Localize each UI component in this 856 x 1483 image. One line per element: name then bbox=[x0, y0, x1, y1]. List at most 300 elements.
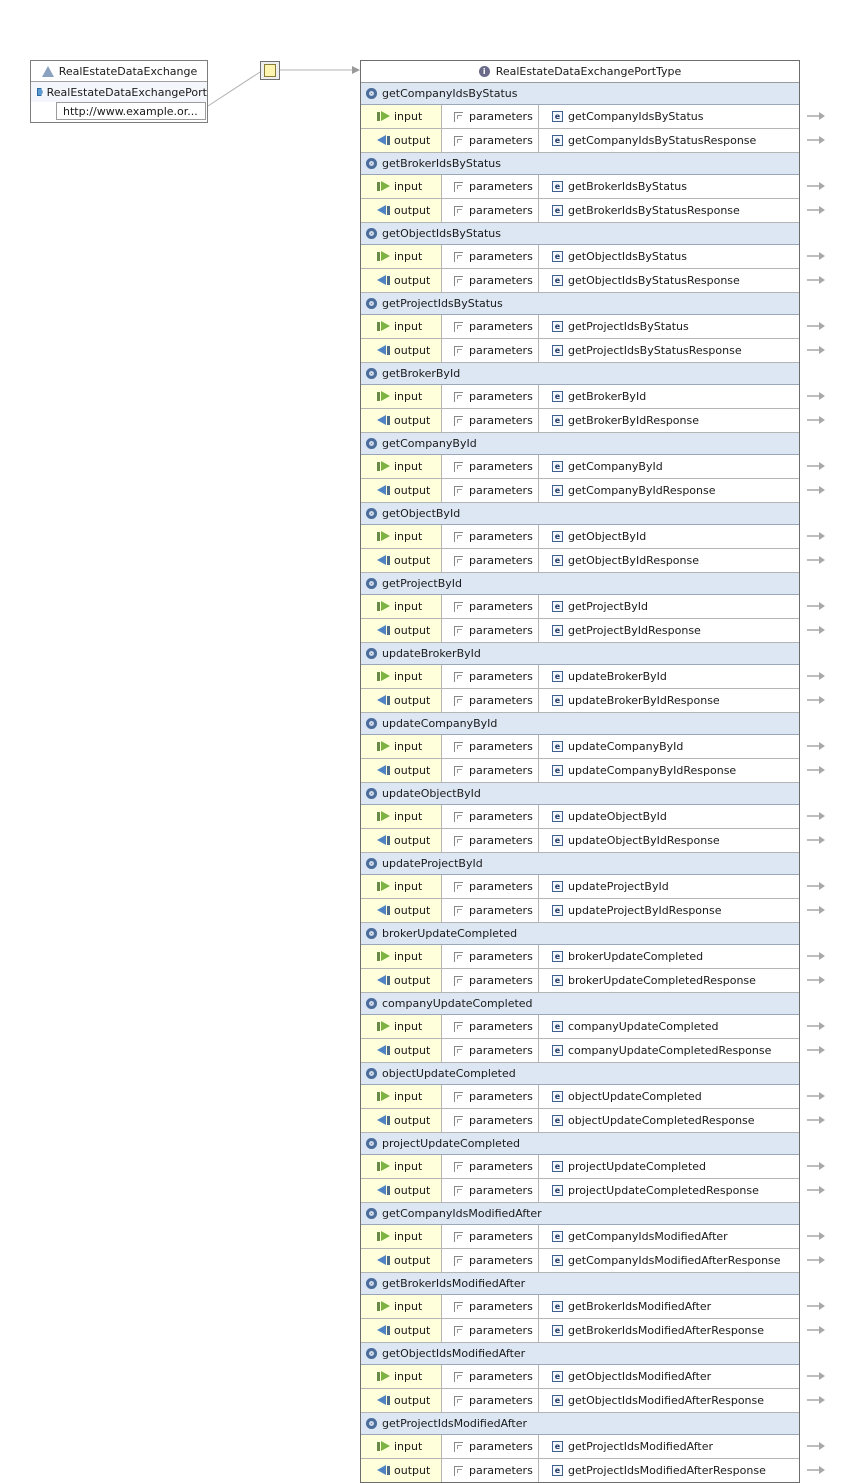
operation-header[interactable] bbox=[361, 783, 799, 805]
output-cell[interactable] bbox=[361, 1179, 442, 1202]
part-label: parameters bbox=[469, 810, 533, 823]
schema-link-arrow-icon[interactable] bbox=[807, 906, 825, 914]
input-cell[interactable] bbox=[361, 1225, 442, 1248]
input-label: input bbox=[394, 110, 423, 123]
element-icon: e bbox=[552, 345, 563, 356]
schema-link-arrow-icon[interactable] bbox=[807, 252, 825, 260]
output-message-row[interactable] bbox=[361, 549, 799, 573]
schema-link-arrow-icon[interactable] bbox=[807, 486, 825, 494]
part-label: parameters bbox=[469, 180, 533, 193]
schema-link-arrow-icon[interactable] bbox=[807, 766, 825, 774]
input-cell[interactable] bbox=[361, 245, 442, 268]
output-label: output bbox=[394, 904, 431, 917]
element-icon: e bbox=[552, 1301, 563, 1312]
part-label: parameters bbox=[469, 484, 533, 497]
element-cell[interactable] bbox=[539, 829, 799, 852]
input-message-row[interactable] bbox=[361, 1155, 799, 1179]
schema-link-arrow-icon[interactable] bbox=[807, 836, 825, 844]
part-cell[interactable] bbox=[442, 199, 539, 222]
output-label: output bbox=[394, 134, 431, 147]
element-cell[interactable] bbox=[539, 969, 799, 992]
part-cell[interactable] bbox=[442, 1039, 539, 1062]
element-icon: e bbox=[552, 625, 563, 636]
output-message-row[interactable] bbox=[361, 829, 799, 853]
part-cell[interactable] bbox=[442, 1435, 539, 1458]
operation-name: getObjectById bbox=[382, 507, 461, 520]
input-cell[interactable] bbox=[361, 105, 442, 128]
schema-link-arrow-icon[interactable] bbox=[807, 276, 825, 284]
part-cell[interactable] bbox=[442, 409, 539, 432]
output-message-row[interactable] bbox=[361, 339, 799, 363]
schema-link-arrow-icon[interactable] bbox=[807, 812, 825, 820]
schema-link-arrow-icon[interactable] bbox=[807, 742, 825, 750]
element-cell[interactable] bbox=[539, 759, 799, 782]
part-cell[interactable] bbox=[442, 339, 539, 362]
output-cell[interactable] bbox=[361, 829, 442, 852]
schema-link-arrow-icon[interactable] bbox=[807, 1232, 825, 1240]
input-cell[interactable] bbox=[361, 1155, 442, 1178]
output-message-row[interactable] bbox=[361, 759, 799, 783]
element-cell[interactable] bbox=[539, 129, 799, 152]
element-cell[interactable] bbox=[539, 1319, 799, 1342]
part-cell[interactable] bbox=[442, 1015, 539, 1038]
output-arrow-icon bbox=[377, 695, 390, 706]
schema-link-arrow-icon[interactable] bbox=[807, 1326, 825, 1334]
input-message-row[interactable] bbox=[361, 805, 799, 829]
part-label: parameters bbox=[469, 764, 533, 777]
element-cell[interactable] bbox=[539, 455, 799, 478]
part-cell[interactable] bbox=[442, 549, 539, 572]
part-cell[interactable] bbox=[442, 1085, 539, 1108]
input-cell[interactable] bbox=[361, 945, 442, 968]
element-cell[interactable] bbox=[539, 1015, 799, 1038]
input-message-row[interactable] bbox=[361, 245, 799, 269]
part-cell[interactable] bbox=[442, 129, 539, 152]
output-cell[interactable] bbox=[361, 549, 442, 572]
operation-header[interactable] bbox=[361, 1343, 799, 1365]
element-cell[interactable] bbox=[539, 735, 799, 758]
element-cell[interactable] bbox=[539, 1295, 799, 1318]
part-icon bbox=[454, 1302, 463, 1312]
schema-link-arrow-icon[interactable] bbox=[807, 976, 825, 984]
input-cell[interactable] bbox=[361, 455, 442, 478]
part-icon bbox=[454, 1372, 463, 1382]
element-icon: e bbox=[552, 695, 563, 706]
output-cell[interactable] bbox=[361, 269, 442, 292]
input-cell[interactable] bbox=[361, 175, 442, 198]
input-message-row[interactable] bbox=[361, 1435, 799, 1459]
operation-header[interactable] bbox=[361, 83, 799, 105]
element-name: updateBrokerById bbox=[568, 670, 667, 683]
output-label: output bbox=[394, 484, 431, 497]
element-cell[interactable] bbox=[539, 619, 799, 642]
part-cell[interactable] bbox=[442, 1459, 539, 1482]
element-icon: e bbox=[552, 531, 563, 542]
output-message-row[interactable] bbox=[361, 969, 799, 993]
operation-header[interactable] bbox=[361, 223, 799, 245]
element-cell[interactable] bbox=[539, 1155, 799, 1178]
element-name: getProjectById bbox=[568, 600, 648, 613]
part-cell[interactable] bbox=[442, 105, 539, 128]
operation-header[interactable] bbox=[361, 1203, 799, 1225]
element-cell[interactable] bbox=[539, 805, 799, 828]
schema-link-arrow-icon[interactable] bbox=[807, 602, 825, 610]
port-type-box[interactable] bbox=[360, 60, 800, 1483]
operation-header[interactable] bbox=[361, 993, 799, 1015]
output-cell[interactable] bbox=[361, 1459, 442, 1482]
output-message-row[interactable] bbox=[361, 689, 799, 713]
schema-link-arrow-icon[interactable] bbox=[807, 346, 825, 354]
element-cell[interactable] bbox=[539, 315, 799, 338]
part-cell[interactable] bbox=[442, 1179, 539, 1202]
output-cell[interactable] bbox=[361, 619, 442, 642]
element-name: getProjectIdsModifiedAfter bbox=[568, 1440, 714, 1453]
element-icon: e bbox=[552, 415, 563, 426]
output-message-row[interactable] bbox=[361, 1109, 799, 1133]
input-message-row[interactable] bbox=[361, 1295, 799, 1319]
element-cell[interactable] bbox=[539, 1085, 799, 1108]
output-label: output bbox=[394, 204, 431, 217]
element-icon: e bbox=[552, 1091, 563, 1102]
operation-name: objectUpdateCompleted bbox=[382, 1067, 516, 1080]
schema-link-arrow-icon[interactable] bbox=[807, 1466, 825, 1474]
part-cell[interactable] bbox=[442, 1155, 539, 1178]
input-cell[interactable] bbox=[361, 525, 442, 548]
gear-icon bbox=[366, 1348, 377, 1359]
output-cell[interactable] bbox=[361, 1109, 442, 1132]
schema-link-arrow-icon[interactable] bbox=[807, 1396, 825, 1404]
part-label: parameters bbox=[469, 624, 533, 637]
input-message-row[interactable] bbox=[361, 735, 799, 759]
schema-link-arrow-icon[interactable] bbox=[807, 556, 825, 564]
input-message-row[interactable] bbox=[361, 175, 799, 199]
element-cell[interactable] bbox=[539, 595, 799, 618]
operation-header[interactable] bbox=[361, 643, 799, 665]
schema-link-arrow-icon[interactable] bbox=[807, 416, 825, 424]
schema-link-arrow-icon[interactable] bbox=[807, 206, 825, 214]
schema-link-arrow-icon[interactable] bbox=[807, 626, 825, 634]
element-cell[interactable] bbox=[539, 1389, 799, 1412]
operation-header[interactable] bbox=[361, 1133, 799, 1155]
element-cell[interactable] bbox=[539, 875, 799, 898]
element-icon: e bbox=[552, 275, 563, 286]
input-cell[interactable] bbox=[361, 315, 442, 338]
input-message-row[interactable] bbox=[361, 105, 799, 129]
service-box[interactable] bbox=[30, 60, 208, 123]
part-cell[interactable] bbox=[442, 595, 539, 618]
schema-link-arrow-icon[interactable] bbox=[807, 136, 825, 144]
operation-header[interactable] bbox=[361, 1413, 799, 1435]
input-message-row[interactable] bbox=[361, 945, 799, 969]
element-cell[interactable] bbox=[539, 1109, 799, 1132]
input-message-row[interactable] bbox=[361, 1365, 799, 1389]
input-cell[interactable] bbox=[361, 595, 442, 618]
output-label: output bbox=[394, 1464, 431, 1477]
element-cell[interactable] bbox=[539, 199, 799, 222]
element-cell[interactable] bbox=[539, 339, 799, 362]
schema-link-arrow-icon[interactable] bbox=[807, 1256, 825, 1264]
part-label: parameters bbox=[469, 250, 533, 263]
element-name: getCompanyByIdResponse bbox=[568, 484, 716, 497]
output-arrow-icon bbox=[377, 275, 390, 286]
part-cell[interactable] bbox=[442, 665, 539, 688]
part-cell[interactable] bbox=[442, 175, 539, 198]
schema-link-arrow-icon[interactable] bbox=[807, 696, 825, 704]
part-cell[interactable] bbox=[442, 525, 539, 548]
part-cell[interactable] bbox=[442, 899, 539, 922]
part-cell[interactable] bbox=[442, 689, 539, 712]
output-message-row[interactable] bbox=[361, 899, 799, 923]
input-message-row[interactable] bbox=[361, 1015, 799, 1039]
element-cell[interactable] bbox=[539, 105, 799, 128]
output-cell[interactable] bbox=[361, 1319, 442, 1342]
element-icon: e bbox=[552, 881, 563, 892]
input-arrow-icon bbox=[377, 1091, 390, 1102]
element-name: getObjectIdsModifiedAfterResponse bbox=[568, 1394, 765, 1407]
part-label: parameters bbox=[469, 110, 533, 123]
output-cell[interactable] bbox=[361, 759, 442, 782]
output-cell[interactable] bbox=[361, 129, 442, 152]
port-type-title bbox=[361, 61, 799, 83]
part-icon bbox=[454, 136, 463, 146]
part-cell[interactable] bbox=[442, 269, 539, 292]
operation-header[interactable] bbox=[361, 923, 799, 945]
port-address-field[interactable]: http://www.example.or... bbox=[56, 102, 206, 120]
input-message-row[interactable] bbox=[361, 1225, 799, 1249]
element-cell[interactable] bbox=[539, 175, 799, 198]
element-icon: e bbox=[552, 951, 563, 962]
part-label: parameters bbox=[469, 1440, 533, 1453]
schema-link-arrow-icon[interactable] bbox=[807, 1372, 825, 1380]
operation-header[interactable] bbox=[361, 853, 799, 875]
part-cell[interactable] bbox=[442, 1389, 539, 1412]
operation-header[interactable] bbox=[361, 433, 799, 455]
element-icon: e bbox=[552, 251, 563, 262]
part-cell[interactable] bbox=[442, 1109, 539, 1132]
element-cell[interactable] bbox=[539, 409, 799, 432]
part-cell[interactable] bbox=[442, 1365, 539, 1388]
port-name: RealEstateDataExchangePort bbox=[46, 85, 207, 99]
operation-name: getCompanyIdsByStatus bbox=[382, 87, 518, 100]
gear-icon bbox=[366, 508, 377, 519]
schema-link-arrow-icon[interactable] bbox=[807, 462, 825, 470]
input-message-row[interactable] bbox=[361, 315, 799, 339]
input-cell[interactable] bbox=[361, 1365, 442, 1388]
element-cell[interactable] bbox=[539, 245, 799, 268]
gear-icon bbox=[366, 858, 377, 869]
operation-header[interactable] bbox=[361, 153, 799, 175]
schema-link-arrow-icon[interactable] bbox=[807, 392, 825, 400]
schema-link-arrow-icon[interactable] bbox=[807, 1442, 825, 1450]
input-message-row[interactable] bbox=[361, 385, 799, 409]
element-cell[interactable] bbox=[539, 1249, 799, 1272]
element-cell[interactable] bbox=[539, 689, 799, 712]
part-cell[interactable] bbox=[442, 245, 539, 268]
element-name: updateObjectByIdResponse bbox=[568, 834, 720, 847]
element-icon: e bbox=[552, 1115, 563, 1126]
input-message-row[interactable] bbox=[361, 525, 799, 549]
element-name: getObjectIdsModifiedAfter bbox=[568, 1370, 712, 1383]
part-cell[interactable] bbox=[442, 969, 539, 992]
output-message-row[interactable] bbox=[361, 1319, 799, 1343]
output-message-row[interactable] bbox=[361, 269, 799, 293]
part-cell[interactable] bbox=[442, 759, 539, 782]
part-cell[interactable] bbox=[442, 315, 539, 338]
input-arrow-icon bbox=[377, 251, 390, 262]
part-cell[interactable] bbox=[442, 829, 539, 852]
output-message-row[interactable] bbox=[361, 1459, 799, 1482]
output-cell[interactable] bbox=[361, 339, 442, 362]
element-name: getObjectById bbox=[568, 530, 647, 543]
element-cell[interactable] bbox=[539, 385, 799, 408]
element-cell[interactable] bbox=[539, 1435, 799, 1458]
part-label: parameters bbox=[469, 740, 533, 753]
element-cell[interactable] bbox=[539, 665, 799, 688]
operation-header[interactable] bbox=[361, 363, 799, 385]
part-icon bbox=[454, 742, 463, 752]
input-message-row[interactable] bbox=[361, 1085, 799, 1109]
element-cell[interactable] bbox=[539, 269, 799, 292]
input-arrow-icon bbox=[377, 1161, 390, 1172]
output-message-row[interactable] bbox=[361, 1179, 799, 1203]
output-cell[interactable] bbox=[361, 199, 442, 222]
part-icon bbox=[454, 836, 463, 846]
part-cell[interactable] bbox=[442, 1319, 539, 1342]
schema-link-arrow-icon[interactable] bbox=[807, 1116, 825, 1124]
output-message-row[interactable] bbox=[361, 1389, 799, 1413]
output-arrow-icon bbox=[377, 135, 390, 146]
output-message-row[interactable] bbox=[361, 479, 799, 503]
part-cell[interactable] bbox=[442, 1249, 539, 1272]
element-cell[interactable] bbox=[539, 899, 799, 922]
part-cell[interactable] bbox=[442, 1225, 539, 1248]
schema-link-arrow-icon[interactable] bbox=[807, 1092, 825, 1100]
binding-box[interactable] bbox=[260, 61, 280, 80]
input-cell[interactable] bbox=[361, 875, 442, 898]
schema-link-arrow-icon[interactable] bbox=[807, 182, 825, 190]
input-cell[interactable] bbox=[361, 1015, 442, 1038]
part-cell[interactable] bbox=[442, 455, 539, 478]
element-name: getBrokerIdsByStatus bbox=[568, 180, 687, 193]
output-message-row[interactable] bbox=[361, 619, 799, 643]
element-cell[interactable] bbox=[539, 525, 799, 548]
input-cell[interactable] bbox=[361, 1295, 442, 1318]
output-cell[interactable] bbox=[361, 409, 442, 432]
part-label: parameters bbox=[469, 1160, 533, 1173]
output-message-row[interactable] bbox=[361, 1039, 799, 1063]
output-label: output bbox=[394, 1394, 431, 1407]
element-name: getCompanyById bbox=[568, 460, 663, 473]
element-cell[interactable] bbox=[539, 1225, 799, 1248]
input-message-row[interactable] bbox=[361, 665, 799, 689]
output-cell[interactable] bbox=[361, 899, 442, 922]
output-cell[interactable] bbox=[361, 479, 442, 502]
element-cell[interactable] bbox=[539, 479, 799, 502]
part-cell[interactable] bbox=[442, 875, 539, 898]
part-label: parameters bbox=[469, 274, 533, 287]
element-name: objectUpdateCompleted bbox=[568, 1090, 702, 1103]
schema-link-arrow-icon[interactable] bbox=[807, 882, 825, 890]
element-cell[interactable] bbox=[539, 1039, 799, 1062]
output-message-row[interactable] bbox=[361, 129, 799, 153]
input-label: input bbox=[394, 880, 423, 893]
part-cell[interactable] bbox=[442, 735, 539, 758]
element-cell[interactable] bbox=[539, 1179, 799, 1202]
part-cell[interactable] bbox=[442, 385, 539, 408]
schema-link-arrow-icon[interactable] bbox=[807, 1186, 825, 1194]
output-message-row[interactable] bbox=[361, 1249, 799, 1273]
schema-link-arrow-icon[interactable] bbox=[807, 1022, 825, 1030]
schema-link-arrow-icon[interactable] bbox=[807, 1302, 825, 1310]
element-cell[interactable] bbox=[539, 945, 799, 968]
part-cell[interactable] bbox=[442, 945, 539, 968]
operation-header[interactable] bbox=[361, 713, 799, 735]
schema-link-arrow-icon[interactable] bbox=[807, 112, 825, 120]
part-label: parameters bbox=[469, 834, 533, 847]
operation-header[interactable] bbox=[361, 1273, 799, 1295]
input-cell[interactable] bbox=[361, 665, 442, 688]
part-cell[interactable] bbox=[442, 479, 539, 502]
part-icon bbox=[454, 486, 463, 496]
service-port[interactable] bbox=[31, 82, 207, 102]
schema-link-arrow-icon[interactable] bbox=[807, 672, 825, 680]
part-label: parameters bbox=[469, 600, 533, 613]
input-cell[interactable] bbox=[361, 385, 442, 408]
operation-header[interactable] bbox=[361, 573, 799, 595]
element-cell[interactable] bbox=[539, 1459, 799, 1482]
operation-header[interactable] bbox=[361, 503, 799, 525]
operation-header[interactable] bbox=[361, 1063, 799, 1085]
part-cell[interactable] bbox=[442, 1295, 539, 1318]
output-cell[interactable] bbox=[361, 1389, 442, 1412]
output-cell[interactable] bbox=[361, 1039, 442, 1062]
output-cell[interactable] bbox=[361, 1249, 442, 1272]
input-message-row[interactable] bbox=[361, 455, 799, 479]
input-label: input bbox=[394, 740, 423, 753]
output-label: output bbox=[394, 624, 431, 637]
schema-link-arrow-icon[interactable] bbox=[807, 952, 825, 960]
element-cell[interactable] bbox=[539, 549, 799, 572]
input-cell[interactable] bbox=[361, 1085, 442, 1108]
element-icon: e bbox=[552, 321, 563, 332]
element-name: getBrokerById bbox=[568, 390, 647, 403]
element-cell[interactable] bbox=[539, 1365, 799, 1388]
input-message-row[interactable] bbox=[361, 875, 799, 899]
schema-link-arrow-icon[interactable] bbox=[807, 532, 825, 540]
gear-icon bbox=[366, 718, 377, 729]
schema-link-arrow-icon[interactable] bbox=[807, 322, 825, 330]
output-arrow-icon bbox=[377, 905, 390, 916]
input-cell[interactable] bbox=[361, 805, 442, 828]
input-cell[interactable] bbox=[361, 735, 442, 758]
operation-name: getProjectIdsByStatus bbox=[382, 297, 503, 310]
part-label: parameters bbox=[469, 1090, 533, 1103]
element-name: objectUpdateCompletedResponse bbox=[568, 1114, 755, 1127]
output-message-row[interactable] bbox=[361, 199, 799, 223]
gear-icon bbox=[366, 1208, 377, 1219]
input-cell[interactable] bbox=[361, 1435, 442, 1458]
output-cell[interactable] bbox=[361, 689, 442, 712]
schema-link-arrow-icon[interactable] bbox=[807, 1162, 825, 1170]
output-message-row[interactable] bbox=[361, 409, 799, 433]
part-cell[interactable] bbox=[442, 619, 539, 642]
output-label: output bbox=[394, 1044, 431, 1057]
part-cell[interactable] bbox=[442, 805, 539, 828]
output-cell[interactable] bbox=[361, 969, 442, 992]
operation-header[interactable] bbox=[361, 293, 799, 315]
input-message-row[interactable] bbox=[361, 595, 799, 619]
schema-link-arrow-icon[interactable] bbox=[807, 1046, 825, 1054]
